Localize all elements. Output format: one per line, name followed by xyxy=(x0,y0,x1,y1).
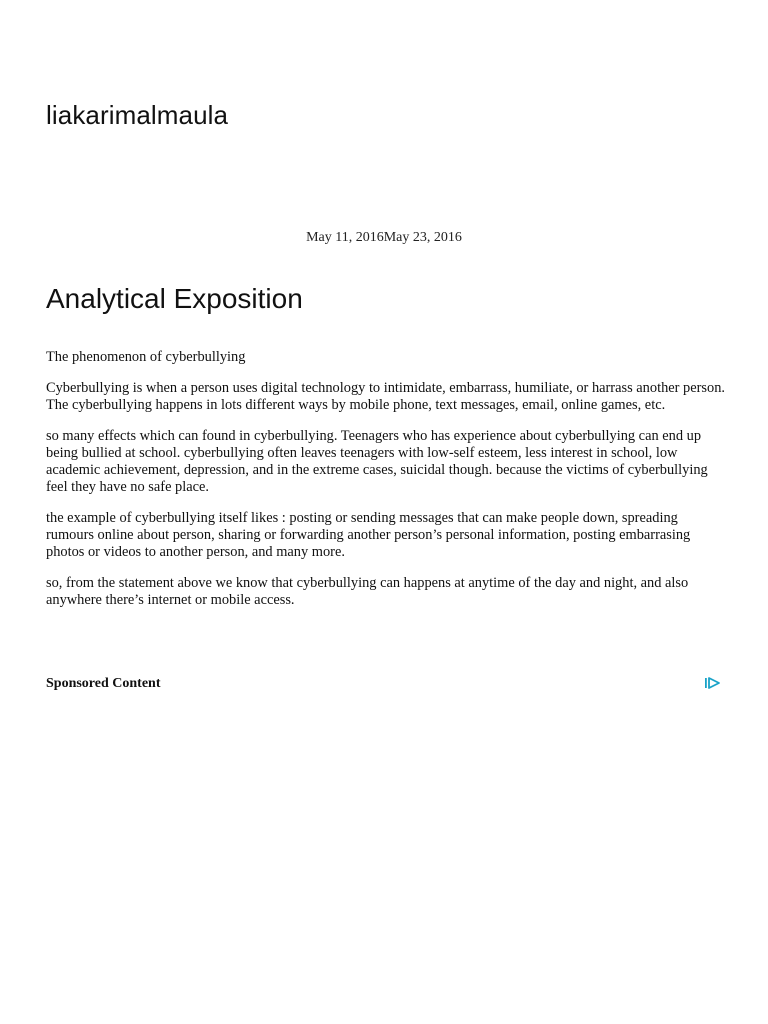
post-title: Analytical Exposition xyxy=(46,283,303,314)
post-paragraph: The phenomenon of cyberbullying xyxy=(46,349,246,365)
post-paragraph: so, from the statement above we know that cyberbullying can happens at anytime of the day and night, and also anywhere there’s internet or mobile access. xyxy=(46,575,689,608)
post-content xyxy=(46,349,726,623)
sponsored-content-label: Sponsored Content xyxy=(46,676,161,691)
post-paragraph: so many effects which can found in cyberbullying. Teenagers who has experience about cyberbullying can end up being bullied at school. cyberbullying often leaves teenagers with low-self esteem, less interest in school, low academic achievement, depression, and in the extreme cases, suicidal though. because the victims of cyberbullying feel they have no safe place. xyxy=(46,428,708,495)
post-updated-date: May 23, 2016 xyxy=(383,230,462,245)
adchoices-icon[interactable] xyxy=(704,676,722,690)
post-paragraph: the example of cyberbullying itself likes : posting or sending messages that can make people down, spreading rumours online about person, sharing or forwarding another person’s personal information, posting embarrasing photos or videos to another person, and many more. xyxy=(46,510,691,560)
post-date xyxy=(0,230,768,246)
site-title-link[interactable]: liakarimalmaula xyxy=(46,100,229,130)
post-published-date[interactable]: May 11, 2016 xyxy=(306,230,384,245)
sponsored-content-section xyxy=(46,674,722,694)
post-paragraph: Cyberbullying is when a person uses digital technology to intimidate, embarrass, humiliate, or harrass another person. The cyberbullying happens in lots different ways by mobile phone, text messages, email, online games, etc. xyxy=(46,380,726,413)
